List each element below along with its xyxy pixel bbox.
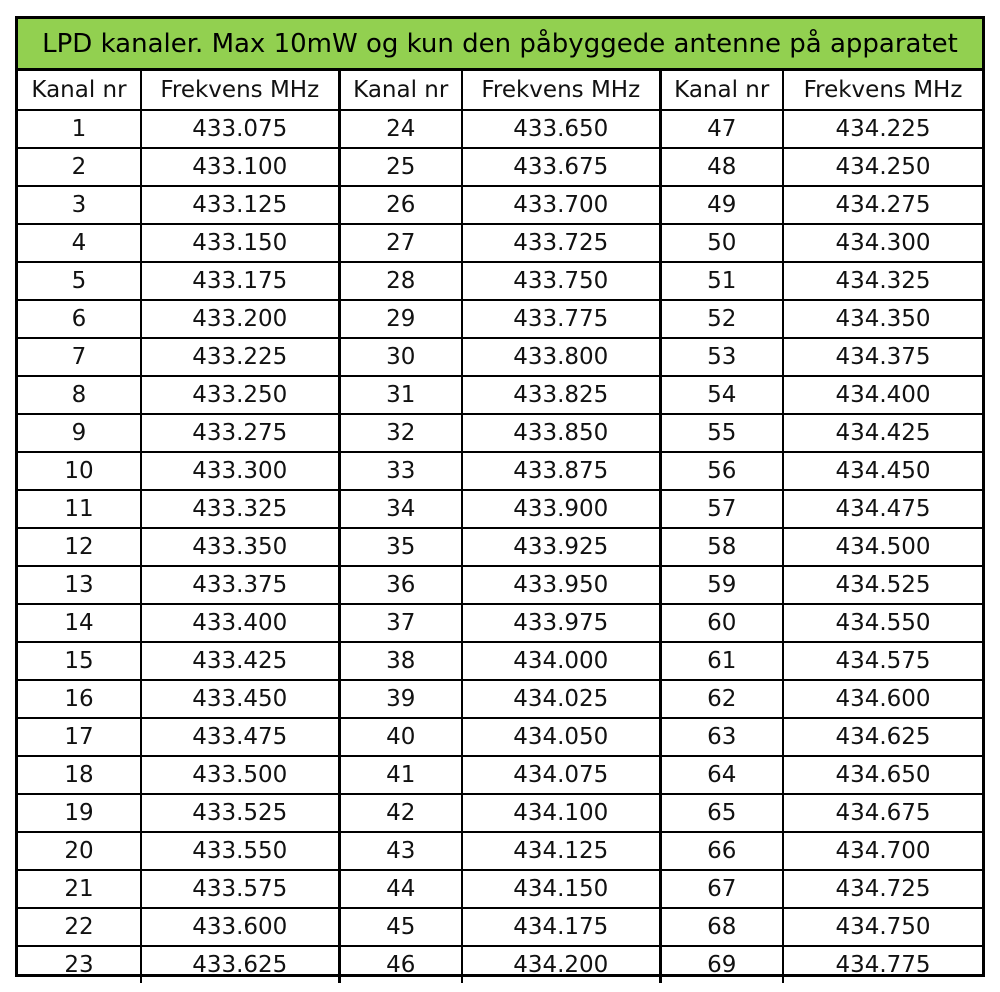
table-row (18, 262, 982, 300)
channel-table (18, 71, 982, 983)
frequency-cell: 434.500 (783, 528, 982, 566)
channel-number-cell: 2 (18, 148, 141, 186)
channel-number-cell: 57 (660, 490, 783, 528)
channel-number-cell: 33 (339, 452, 462, 490)
frequency-cell: 433.500 (141, 756, 339, 794)
channel-number-cell: 40 (339, 718, 462, 756)
table-row (18, 490, 982, 528)
channel-number-cell: 8 (18, 376, 141, 414)
channel-number-cell: 30 (339, 338, 462, 376)
channel-number-cell: 58 (660, 528, 783, 566)
table-row (18, 414, 982, 452)
frequency-cell: 433.300 (141, 452, 339, 490)
channel-number-cell: 43 (339, 832, 462, 870)
channel-number-cell: 36 (339, 566, 462, 604)
channel-number-cell: 26 (339, 186, 462, 224)
frequency-cell: 434.725 (783, 870, 982, 908)
frequency-cell: 434.350 (783, 300, 982, 338)
frequency-cell: 433.450 (141, 680, 339, 718)
frequency-cell: 434.150 (462, 870, 660, 908)
frequency-cell: 433.400 (141, 604, 339, 642)
channel-number-cell: 15 (18, 642, 141, 680)
frequency-cell: 433.075 (141, 110, 339, 148)
table-row (18, 794, 982, 832)
frequency-cell: 433.325 (141, 490, 339, 528)
channel-number-cell: 63 (660, 718, 783, 756)
frequency-cell: 433.550 (141, 832, 339, 870)
table-row (18, 224, 982, 262)
channel-number-cell: 44 (339, 870, 462, 908)
frequency-cell: 434.300 (783, 224, 982, 262)
channel-number-cell: 65 (660, 794, 783, 832)
table-row (18, 604, 982, 642)
channel-number-cell: 22 (18, 908, 141, 946)
channel-number-cell: 59 (660, 566, 783, 604)
frequency-cell: 433.275 (141, 414, 339, 452)
table-row (18, 300, 982, 338)
channel-number-cell: 4 (18, 224, 141, 262)
channel-number-cell: 5 (18, 262, 141, 300)
frequency-cell: 433.150 (141, 224, 339, 262)
table-row (18, 338, 982, 376)
channel-number-cell: 10 (18, 452, 141, 490)
frequency-cell: 433.475 (141, 718, 339, 756)
frequency-cell: 434.600 (783, 680, 982, 718)
channel-number-cell: 42 (339, 794, 462, 832)
channel-number-cell: 41 (339, 756, 462, 794)
frequency-cell: 434.775 (835, 952, 931, 978)
table-row (18, 680, 982, 718)
channel-number-cell: 3 (18, 186, 141, 224)
channel-number-cell: 46 (339, 946, 462, 983)
frequency-cell: 434.675 (783, 794, 982, 832)
channel-number-cell: 16 (18, 680, 141, 718)
frequency-cell: 433.525 (141, 794, 339, 832)
frequency-cell: 433.775 (462, 300, 660, 338)
channel-number-cell: 27 (339, 224, 462, 262)
channel-number-cell: 21 (18, 870, 141, 908)
channel-number-cell: 45 (339, 908, 462, 946)
frequency-cell: 433.175 (141, 262, 339, 300)
column-header-frekvens-mhz: Frekvens MHz (141, 71, 339, 110)
column-header-kanal-nr: Kanal nr (339, 71, 462, 110)
frequency-cell: 433.350 (141, 528, 339, 566)
table-title: LPD kanaler. Max 10mW og kun den påbyggede antenne på apparatet (18, 19, 982, 71)
frequency-cell: 434.125 (462, 832, 660, 870)
frequency-cell: 433.650 (462, 110, 660, 148)
channel-number-cell: 37 (339, 604, 462, 642)
table-row (18, 148, 982, 186)
column-header-frekvens-mhz: Frekvens MHz (462, 71, 660, 110)
frequency-cell: 434.450 (783, 452, 982, 490)
channel-number-cell: 67 (660, 870, 783, 908)
frequency-cell: 434.325 (783, 262, 982, 300)
frequency-cell: 433.100 (141, 148, 339, 186)
column-header-kanal-nr: Kanal nr (18, 71, 141, 110)
frequency-cell: 434.400 (783, 376, 982, 414)
table-row (18, 870, 982, 908)
table-row (18, 528, 982, 566)
channel-number-cell: 7 (18, 338, 141, 376)
column-header-frekvens-mhz: Frekvens MHz (783, 71, 982, 110)
frequency-cell: 433.200 (141, 300, 339, 338)
channel-number-cell: 56 (660, 452, 783, 490)
channel-number-cell: 25 (339, 148, 462, 186)
channel-number-cell: 69 (660, 946, 783, 983)
channel-number-cell: 20 (18, 832, 141, 870)
frequency-cell: 434.000 (462, 642, 660, 680)
frequency-cell: 433.625 (141, 946, 339, 983)
frequency-cell: 434.025 (462, 680, 660, 718)
frequency-cell: 434.200 (462, 946, 660, 983)
channel-number-cell: 61 (660, 642, 783, 680)
frequency-cell: 433.825 (462, 376, 660, 414)
frequency-cell: 433.950 (462, 566, 660, 604)
column-header-kanal-nr: Kanal nr (660, 71, 783, 110)
channel-number-cell: 48 (660, 148, 783, 186)
frequency-cell: 434.075 (462, 756, 660, 794)
frequency-cell: 433.125 (141, 186, 339, 224)
table-row (18, 566, 982, 604)
frequency-cell: 434.375 (783, 338, 982, 376)
channel-number-cell: 62 (660, 680, 783, 718)
channel-number-cell: 1 (18, 110, 141, 148)
channel-number-cell: 49 (660, 186, 783, 224)
channel-number-cell: 60 (660, 604, 783, 642)
channel-number-cell: 32 (339, 414, 462, 452)
frequency-cell: 434.550 (783, 604, 982, 642)
table-row (18, 376, 982, 414)
frequency-cell: 433.250 (141, 376, 339, 414)
channel-number-cell: 24 (339, 110, 462, 148)
table-row (18, 452, 982, 490)
channel-number-cell: 23 (18, 946, 141, 983)
channel-number-cell: 11 (18, 490, 141, 528)
channel-number-cell: 64 (660, 756, 783, 794)
frequency-cell: 434.275 (783, 186, 982, 224)
channel-number-cell: 19 (18, 794, 141, 832)
frequency-cell: 433.375 (141, 566, 339, 604)
channel-number-cell: 6 (18, 300, 141, 338)
channel-number-cell: 35 (339, 528, 462, 566)
frequency-cell: 433.900 (462, 490, 660, 528)
frequency-cell: 433.725 (462, 224, 660, 262)
channel-number-cell: 18 (18, 756, 141, 794)
frequency-cell: 433.575 (141, 870, 339, 908)
frequency-cell: 433.850 (462, 414, 660, 452)
channel-number-cell: 55 (660, 414, 783, 452)
table-row (18, 832, 982, 870)
header-row (18, 71, 982, 110)
frequency-cell: 433.800 (462, 338, 660, 376)
frequency-cell: 434.750 (783, 908, 982, 946)
frequency-cell: 433.225 (141, 338, 339, 376)
frequency-cell: 434.050 (462, 718, 660, 756)
channel-number-cell: 54 (660, 376, 783, 414)
channel-number-cell: 31 (339, 376, 462, 414)
frequency-cell: 433.600 (141, 908, 339, 946)
frequency-cell: 434.175 (462, 908, 660, 946)
channel-number-cell: 66 (660, 832, 783, 870)
channel-number-cell: 29 (339, 300, 462, 338)
frequency-cell: 433.700 (462, 186, 660, 224)
frequency-cell: 434.625 (783, 718, 982, 756)
table-row (18, 946, 982, 983)
lpd-channel-table-frame (15, 16, 985, 977)
frequency-cell: 433.675 (462, 148, 660, 186)
table-row (18, 908, 982, 946)
frequency-cell: 433.875 (462, 452, 660, 490)
frequency-cell: 433.425 (141, 642, 339, 680)
table-row (18, 718, 982, 756)
channel-number-cell: 68 (660, 908, 783, 946)
frequency-cell: 434.100 (462, 794, 660, 832)
channel-number-cell: 38 (339, 642, 462, 680)
channel-number-cell: 39 (339, 680, 462, 718)
table-row (18, 186, 982, 224)
channel-number-cell: 53 (660, 338, 783, 376)
frequency-cell: 434.225 (783, 110, 982, 148)
frequency-cell: 434.650 (783, 756, 982, 794)
table-body (18, 110, 982, 983)
frequency-cell: 434.700 (783, 832, 982, 870)
frequency-cell: 434.575 (783, 642, 982, 680)
frequency-cell: 434.425 (783, 414, 982, 452)
channel-number-cell: 12 (18, 528, 141, 566)
channel-number-cell: 50 (660, 224, 783, 262)
frequency-cell: 434.475 (783, 490, 982, 528)
frequency-cell: 433.750 (462, 262, 660, 300)
channel-number-cell: 17 (18, 718, 141, 756)
frequency-cell: 434.250 (783, 148, 982, 186)
frequency-cell: 433.925 (462, 528, 660, 566)
frequency-cell: 434.525 (783, 566, 982, 604)
channel-number-cell: 52 (660, 300, 783, 338)
channel-number-cell: 47 (660, 110, 783, 148)
channel-number-cell: 9 (18, 414, 141, 452)
table-row (18, 756, 982, 794)
channel-number-cell: 13 (18, 566, 141, 604)
channel-number-cell: 28 (339, 262, 462, 300)
channel-number-cell: 34 (339, 490, 462, 528)
table-row (18, 642, 982, 680)
frequency-cell: 433.975 (462, 604, 660, 642)
table-row (18, 110, 982, 148)
channel-number-cell: 51 (660, 262, 783, 300)
channel-number-cell: 14 (18, 604, 141, 642)
